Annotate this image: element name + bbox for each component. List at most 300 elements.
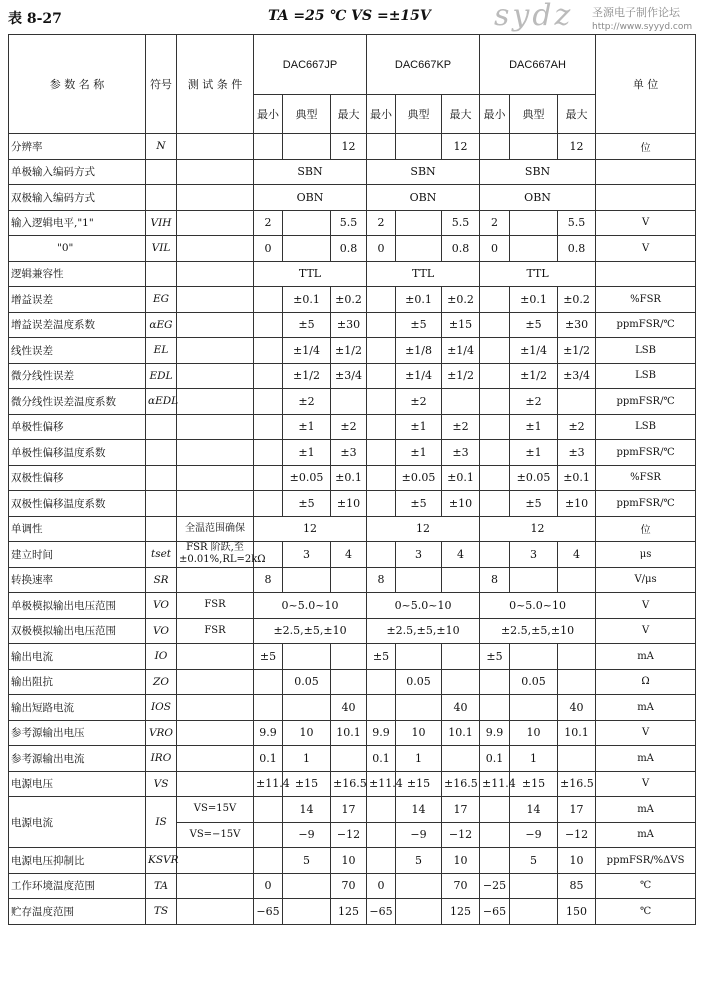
table-row xyxy=(9,440,696,466)
unit-cell: LSB xyxy=(596,338,696,364)
value-cell: ±16.5 xyxy=(331,771,367,797)
value-cell: 0.1 xyxy=(480,746,510,772)
value-cell: TTL xyxy=(480,261,596,287)
value-cell: 40 xyxy=(331,695,367,721)
value-cell: ±30 xyxy=(331,312,367,338)
value-cell: 0.8 xyxy=(442,236,480,262)
param-name: 参考源输出电流 xyxy=(9,746,146,772)
value-cell xyxy=(283,210,331,236)
unit-cell: mA xyxy=(596,644,696,670)
value-cell xyxy=(254,669,283,695)
value-cell: ±10 xyxy=(331,491,367,517)
value-cell xyxy=(510,899,558,925)
value-cell: −65 xyxy=(480,899,510,925)
table-row xyxy=(9,389,696,415)
param-symbol: VRO xyxy=(146,720,177,746)
value-cell xyxy=(254,287,283,313)
value-cell xyxy=(480,797,510,823)
value-cell: 0.05 xyxy=(396,669,442,695)
value-cell: 8 xyxy=(480,567,510,593)
value-cell: ±5 xyxy=(254,644,283,670)
value-cell: 70 xyxy=(331,873,367,899)
value-cell: ±0.1 xyxy=(331,465,367,491)
value-cell xyxy=(558,567,596,593)
table-row xyxy=(9,593,696,619)
header-typ: 典型 xyxy=(396,95,442,134)
value-cell xyxy=(331,389,367,415)
test-condition xyxy=(177,363,254,389)
param-name: 转换速率 xyxy=(9,567,146,593)
test-condition xyxy=(177,669,254,695)
param-symbol: tset xyxy=(146,542,177,568)
value-cell: ±1/8 xyxy=(396,338,442,364)
value-cell xyxy=(254,465,283,491)
param-name: 逻辑兼容性 xyxy=(9,261,146,287)
value-cell: 0.1 xyxy=(254,746,283,772)
value-cell xyxy=(396,899,442,925)
test-condition xyxy=(177,873,254,899)
value-cell: SBN xyxy=(480,159,596,185)
value-cell xyxy=(254,338,283,364)
value-cell xyxy=(367,287,396,313)
table-row xyxy=(9,363,696,389)
value-cell xyxy=(367,414,396,440)
param-name: "0" xyxy=(9,236,146,262)
param-symbol: αEG xyxy=(146,312,177,338)
header-typ: 典型 xyxy=(283,95,331,134)
param-name: 双极性偏移温度系数 xyxy=(9,491,146,517)
value-cell: ±0.05 xyxy=(396,465,442,491)
value-cell xyxy=(442,746,480,772)
value-cell: 10.1 xyxy=(442,720,480,746)
value-cell: 10 xyxy=(396,720,442,746)
value-cell xyxy=(480,491,510,517)
value-cell: 0.05 xyxy=(510,669,558,695)
test-condition xyxy=(177,567,254,593)
watermark-logo: sydz xyxy=(494,0,574,33)
test-condition xyxy=(177,440,254,466)
header-max: 最大 xyxy=(442,95,480,134)
value-cell: ±10 xyxy=(442,491,480,517)
value-cell xyxy=(283,899,331,925)
value-cell: ±1/2 xyxy=(331,338,367,364)
param-name: 输出阻抗 xyxy=(9,669,146,695)
param-name: 双极性偏移 xyxy=(9,465,146,491)
value-cell xyxy=(442,567,480,593)
value-cell xyxy=(283,134,331,160)
unit-cell xyxy=(596,185,696,211)
value-cell: 5.5 xyxy=(442,210,480,236)
test-condition xyxy=(177,287,254,313)
param-name: 单极性偏移温度系数 xyxy=(9,440,146,466)
test-condition xyxy=(177,695,254,721)
value-cell xyxy=(254,695,283,721)
param-name: 参考源输出电压 xyxy=(9,720,146,746)
param-symbol: IOS xyxy=(146,695,177,721)
test-condition xyxy=(177,746,254,772)
value-cell: ±2 xyxy=(558,414,596,440)
value-cell xyxy=(480,363,510,389)
test-condition xyxy=(177,210,254,236)
value-cell xyxy=(558,746,596,772)
value-cell xyxy=(367,669,396,695)
value-cell: 17 xyxy=(558,797,596,823)
unit-cell: ppmFSR/%ΔVS xyxy=(596,848,696,874)
table-row xyxy=(9,542,696,568)
value-cell: 0 xyxy=(367,873,396,899)
value-cell xyxy=(558,389,596,415)
value-cell: ±3/4 xyxy=(558,363,596,389)
value-cell: 10.1 xyxy=(331,720,367,746)
param-symbol: VS xyxy=(146,771,177,797)
value-cell xyxy=(480,134,510,160)
value-cell xyxy=(367,848,396,874)
value-cell: ±1/4 xyxy=(442,338,480,364)
value-cell xyxy=(480,669,510,695)
value-cell: 1 xyxy=(283,746,331,772)
test-condition: VS=15V xyxy=(177,797,254,823)
value-cell xyxy=(442,669,480,695)
param-name: 输入逻辑电平,"1" xyxy=(9,210,146,236)
unit-cell: V xyxy=(596,593,696,619)
param-name: 单极性偏移 xyxy=(9,414,146,440)
value-cell xyxy=(480,338,510,364)
param-symbol xyxy=(146,159,177,185)
value-cell: 10 xyxy=(558,848,596,874)
test-condition: FSR 阶跃,至±0.01%,RL=2kΩ xyxy=(177,542,254,568)
value-cell: OBN xyxy=(254,185,367,211)
value-cell xyxy=(442,389,480,415)
header-dac667jp: DAC667JP xyxy=(254,35,367,95)
value-cell: 2 xyxy=(480,210,510,236)
param-name: 单极输入编码方式 xyxy=(9,159,146,185)
table-row xyxy=(9,287,696,313)
value-cell: −9 xyxy=(283,822,331,848)
value-cell: ±0.1 xyxy=(558,465,596,491)
value-cell xyxy=(331,669,367,695)
param-symbol xyxy=(146,185,177,211)
value-cell xyxy=(367,440,396,466)
table-row xyxy=(9,873,696,899)
value-cell: ±0.1 xyxy=(510,287,558,313)
param-name: 单调性 xyxy=(9,516,146,542)
test-condition: VS=−15V xyxy=(177,822,254,848)
table-row xyxy=(9,746,696,772)
param-name: 单极模拟输出电压范围 xyxy=(9,593,146,619)
param-symbol: KSVR xyxy=(146,848,177,874)
value-cell: −9 xyxy=(510,822,558,848)
unit-cell: 位 xyxy=(596,134,696,160)
param-name: 工作环境温度范围 xyxy=(9,873,146,899)
table-row xyxy=(9,134,696,160)
test-condition xyxy=(177,720,254,746)
value-cell: 1 xyxy=(510,746,558,772)
value-cell: 0.8 xyxy=(331,236,367,262)
value-cell: 12 xyxy=(367,516,480,542)
unit-cell: V xyxy=(596,771,696,797)
value-cell: 0 xyxy=(254,236,283,262)
value-cell: −65 xyxy=(254,899,283,925)
value-cell: ±1 xyxy=(396,440,442,466)
value-cell xyxy=(254,414,283,440)
unit-cell: 位 xyxy=(596,516,696,542)
value-cell: 4 xyxy=(558,542,596,568)
value-cell xyxy=(510,644,558,670)
value-cell xyxy=(396,567,442,593)
value-cell xyxy=(367,338,396,364)
unit-cell xyxy=(596,261,696,287)
param-symbol: EDL xyxy=(146,363,177,389)
value-cell xyxy=(480,414,510,440)
value-cell xyxy=(480,440,510,466)
value-cell: OBN xyxy=(367,185,480,211)
value-cell xyxy=(254,312,283,338)
value-cell: 12 xyxy=(254,516,367,542)
value-cell xyxy=(254,389,283,415)
unit-cell: V xyxy=(596,720,696,746)
value-cell: 10 xyxy=(442,848,480,874)
value-cell: 5 xyxy=(396,848,442,874)
value-cell xyxy=(510,873,558,899)
table-row xyxy=(9,695,696,721)
param-name: 双极模拟输出电压范围 xyxy=(9,618,146,644)
value-cell xyxy=(510,567,558,593)
param-name: 建立时间 xyxy=(9,542,146,568)
param-symbol: SR xyxy=(146,567,177,593)
header-min: 最小 xyxy=(367,95,396,134)
value-cell xyxy=(367,363,396,389)
value-cell: ±2.5,±5,±10 xyxy=(367,618,480,644)
table-row xyxy=(9,414,696,440)
value-cell: ±1 xyxy=(396,414,442,440)
unit-cell: %FSR xyxy=(596,287,696,313)
value-cell: SBN xyxy=(367,159,480,185)
value-cell xyxy=(367,134,396,160)
param-symbol: IS xyxy=(146,797,177,848)
value-cell: ±1 xyxy=(283,414,331,440)
value-cell xyxy=(367,695,396,721)
value-cell: ±1 xyxy=(510,414,558,440)
header-min: 最小 xyxy=(480,95,510,134)
value-cell xyxy=(283,236,331,262)
test-condition xyxy=(177,236,254,262)
value-cell: ±1/4 xyxy=(510,338,558,364)
value-cell: ±15 xyxy=(283,771,331,797)
unit-cell: mA xyxy=(596,746,696,772)
param-symbol xyxy=(146,414,177,440)
value-cell xyxy=(254,134,283,160)
value-cell xyxy=(367,822,396,848)
value-cell: 14 xyxy=(283,797,331,823)
value-cell: ±0.2 xyxy=(442,287,480,313)
header-typ: 典型 xyxy=(510,95,558,134)
value-cell: 17 xyxy=(442,797,480,823)
value-cell: 125 xyxy=(331,899,367,925)
value-cell xyxy=(283,644,331,670)
value-cell xyxy=(558,644,596,670)
value-cell: ±0.1 xyxy=(283,287,331,313)
value-cell: 3 xyxy=(510,542,558,568)
value-cell: ±1 xyxy=(283,440,331,466)
test-condition xyxy=(177,185,254,211)
value-cell xyxy=(331,567,367,593)
value-cell: ±16.5 xyxy=(558,771,596,797)
value-cell: ±1/2 xyxy=(558,338,596,364)
table-row xyxy=(9,644,696,670)
value-cell: 0 xyxy=(254,873,283,899)
value-cell: ±2 xyxy=(396,389,442,415)
header-test: 测 试 条 件 xyxy=(177,35,254,134)
test-condition xyxy=(177,848,254,874)
value-cell: −65 xyxy=(367,899,396,925)
unit-cell xyxy=(596,159,696,185)
value-cell: ±0.1 xyxy=(442,465,480,491)
value-cell: ±11.4 xyxy=(254,771,283,797)
test-condition xyxy=(177,771,254,797)
value-cell: ±30 xyxy=(558,312,596,338)
value-cell: 0 xyxy=(367,236,396,262)
test-condition xyxy=(177,312,254,338)
value-cell: ±2.5,±5,±10 xyxy=(254,618,367,644)
value-cell: 9.9 xyxy=(480,720,510,746)
value-cell xyxy=(367,542,396,568)
unit-cell: ℃ xyxy=(596,899,696,925)
table-row xyxy=(9,516,696,542)
unit-cell: V xyxy=(596,210,696,236)
header-param: 参 数 名 称 xyxy=(9,35,146,134)
test-condition: 全温范围确保 xyxy=(177,516,254,542)
watermark-site-name: 圣源电子制作论坛 xyxy=(592,6,680,19)
value-cell: 0~5.0~10 xyxy=(367,593,480,619)
value-cell: 1 xyxy=(396,746,442,772)
unit-cell: V xyxy=(596,618,696,644)
value-cell xyxy=(254,491,283,517)
value-cell xyxy=(510,210,558,236)
unit-cell: mA xyxy=(596,797,696,823)
unit-cell: ppmFSR/℃ xyxy=(596,491,696,517)
param-symbol: TA xyxy=(146,873,177,899)
value-cell: TTL xyxy=(367,261,480,287)
value-cell: 10 xyxy=(283,720,331,746)
value-cell: OBN xyxy=(480,185,596,211)
value-cell: ±5 xyxy=(396,312,442,338)
value-cell xyxy=(480,848,510,874)
table-row xyxy=(9,899,696,925)
value-cell: 40 xyxy=(442,695,480,721)
value-cell: ±3 xyxy=(558,440,596,466)
param-symbol: IRO xyxy=(146,746,177,772)
param-symbol: EL xyxy=(146,338,177,364)
value-cell xyxy=(367,389,396,415)
value-cell: 5 xyxy=(283,848,331,874)
value-cell xyxy=(396,210,442,236)
value-cell: 12 xyxy=(442,134,480,160)
unit-cell: μs xyxy=(596,542,696,568)
table-row xyxy=(9,465,696,491)
param-name: 输出短路电流 xyxy=(9,695,146,721)
unit-cell: LSB xyxy=(596,363,696,389)
param-name: 分辨率 xyxy=(9,134,146,160)
value-cell xyxy=(367,797,396,823)
value-cell: 9.9 xyxy=(367,720,396,746)
unit-cell: mA xyxy=(596,822,696,848)
value-cell: ±2.5,±5,±10 xyxy=(480,618,596,644)
value-cell: ±5 xyxy=(480,644,510,670)
table-row xyxy=(9,236,696,262)
value-cell: −25 xyxy=(480,873,510,899)
value-cell xyxy=(367,465,396,491)
value-cell: ±1/2 xyxy=(442,363,480,389)
value-cell xyxy=(480,465,510,491)
param-name: 电源电流 xyxy=(9,797,146,848)
value-cell: ±15 xyxy=(396,771,442,797)
value-cell xyxy=(442,644,480,670)
value-cell xyxy=(510,695,558,721)
table-row xyxy=(9,618,696,644)
test-condition xyxy=(177,134,254,160)
value-cell: 0.1 xyxy=(367,746,396,772)
value-cell: ±0.05 xyxy=(510,465,558,491)
value-cell: ±1 xyxy=(510,440,558,466)
value-cell: ±3 xyxy=(442,440,480,466)
value-cell: ±1/4 xyxy=(396,363,442,389)
table-row xyxy=(9,848,696,874)
value-cell: 5.5 xyxy=(558,210,596,236)
test-condition xyxy=(177,338,254,364)
value-cell: ±2 xyxy=(510,389,558,415)
test-condition xyxy=(177,414,254,440)
param-symbol xyxy=(146,261,177,287)
table-row xyxy=(9,261,696,287)
value-cell: 5 xyxy=(510,848,558,874)
param-name: 输出电流 xyxy=(9,644,146,670)
header-dac667ah: DAC667AH xyxy=(480,35,596,95)
value-cell: 8 xyxy=(254,567,283,593)
param-name: 增益误差温度系数 xyxy=(9,312,146,338)
value-cell xyxy=(480,389,510,415)
value-cell: 12 xyxy=(331,134,367,160)
table-row xyxy=(9,797,696,823)
param-symbol xyxy=(146,491,177,517)
unit-cell: V/μs xyxy=(596,567,696,593)
test-condition: FSR xyxy=(177,618,254,644)
param-name: 双极输入编码方式 xyxy=(9,185,146,211)
table-row xyxy=(9,185,696,211)
test-condition xyxy=(177,465,254,491)
param-symbol xyxy=(146,440,177,466)
value-cell: 14 xyxy=(510,797,558,823)
value-cell xyxy=(480,312,510,338)
value-cell: ±3/4 xyxy=(331,363,367,389)
value-cell: 0.05 xyxy=(283,669,331,695)
value-cell: ±1/4 xyxy=(283,338,331,364)
param-symbol: VIL xyxy=(146,236,177,262)
test-condition: FSR xyxy=(177,593,254,619)
unit-cell: ppmFSR/℃ xyxy=(596,389,696,415)
value-cell: ±2 xyxy=(331,414,367,440)
table-row xyxy=(9,669,696,695)
value-cell: ±0.05 xyxy=(283,465,331,491)
param-symbol: ZO xyxy=(146,669,177,695)
header-max: 最大 xyxy=(331,95,367,134)
value-cell: 8 xyxy=(367,567,396,593)
test-condition xyxy=(177,644,254,670)
test-condition xyxy=(177,389,254,415)
param-symbol: EG xyxy=(146,287,177,313)
value-cell: ±16.5 xyxy=(442,771,480,797)
table-row xyxy=(9,159,696,185)
param-symbol xyxy=(146,465,177,491)
